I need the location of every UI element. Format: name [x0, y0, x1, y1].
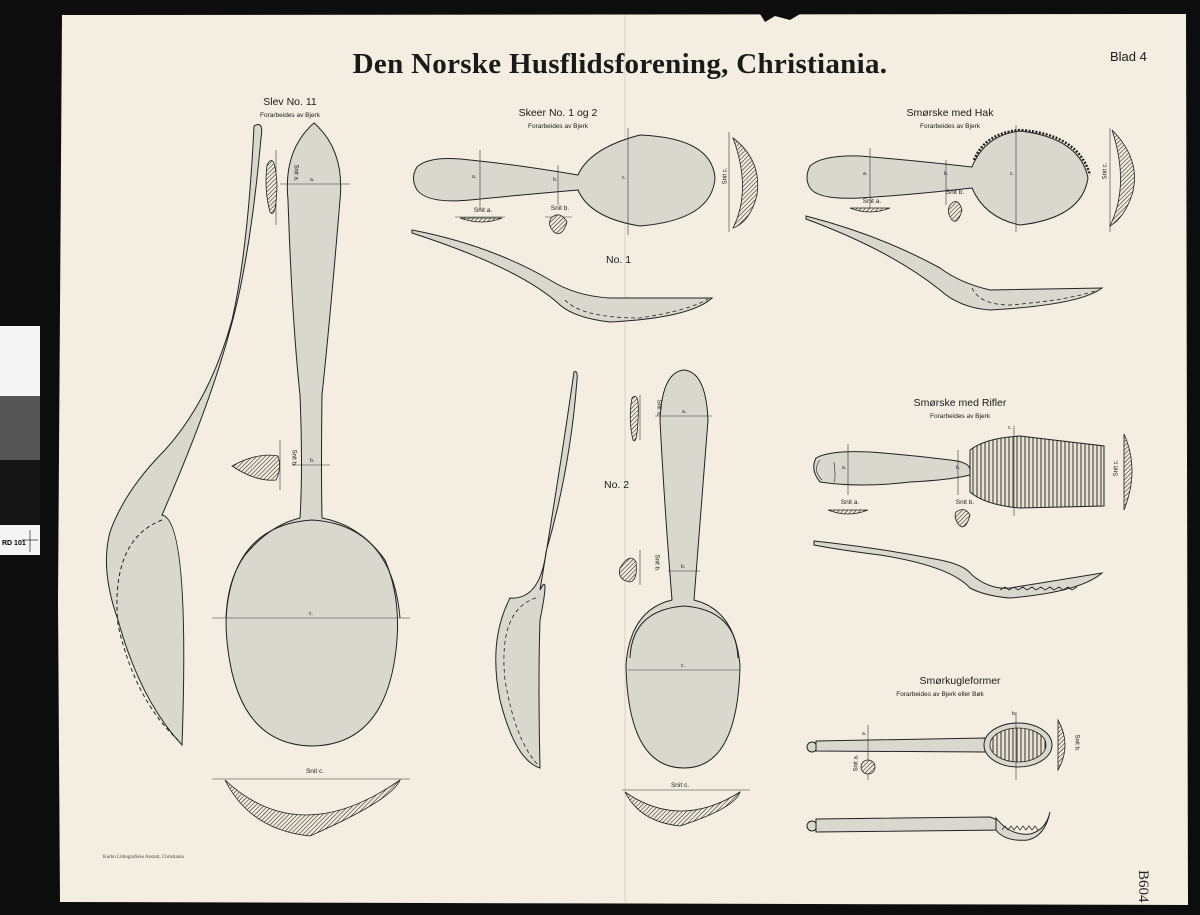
skeer-no2-marker-a: a.: [682, 409, 687, 415]
hak-marker-c: c.: [1010, 171, 1014, 177]
hak-snit-b-label: Snit b.: [945, 189, 965, 196]
slev-snit-b-label: Snit b.: [290, 449, 297, 467]
slev-snit-a-label: Snit a.: [292, 164, 299, 182]
hak-marker-b: b.: [944, 171, 949, 177]
kugle-snit-b-label: Snit b.: [1073, 734, 1080, 752]
slev-marker-c: c.: [309, 611, 313, 617]
rifler-marker-c: c.: [1008, 425, 1012, 431]
hak-snit-a-label: Snit a.: [862, 198, 882, 205]
printer-credit: Kurbo Lithografiske Anstalt, Christiania: [103, 855, 184, 860]
rifler-snit-a-label: Snit a.: [840, 499, 860, 506]
skeer-no2-marker-c: c.: [681, 663, 685, 669]
skeer-no2-marker-b: b.: [681, 564, 686, 570]
skeer-snit-a-label: Snit a.: [473, 207, 493, 214]
slev-title: Slev No. 11: [263, 96, 317, 108]
slev-marker-a: a.: [310, 177, 315, 183]
skeer-no2-snit-a-label: Snit a.: [655, 399, 662, 417]
kugle-marker-b: b.: [1012, 711, 1017, 717]
skeer-no1-marker-c: c.: [622, 175, 626, 181]
rifler-marker-b: b.: [956, 465, 961, 471]
slev-snit-c-label: Snit c.: [305, 768, 325, 775]
skeer-no1-marker-a: a.: [472, 174, 477, 180]
hak-marker-a: a.: [863, 171, 868, 177]
rifler-marker-a: a.: [842, 465, 847, 471]
skeer-no2-label: No. 2: [604, 479, 630, 491]
skeer-no1-marker-b: b.: [553, 177, 558, 183]
hak-title: Smørske med Hak: [906, 107, 994, 119]
plate-title: Den Norske Husflidsforening, Christiania.: [352, 48, 888, 80]
slev-marker-b: b.: [310, 458, 315, 464]
hak-snit-c-label: Snit c.: [1102, 162, 1109, 180]
kugle-material: Forarbeides av Bjerk eller Bøk: [896, 691, 984, 698]
calibration-card: [0, 326, 40, 555]
skeer-no2-snit-b-label: Snit b.: [653, 554, 660, 572]
skeer-no2-snit-c-label: Snit c.: [670, 782, 690, 789]
kugle-snit-a-label: Snit a.: [853, 754, 860, 772]
rifler-snit-c-label: Snit c.: [1113, 459, 1120, 477]
skeer-no1-label: No. 1: [606, 254, 632, 266]
skeer-material: Forarbeides av Bjerk: [528, 123, 588, 130]
handwritten-catalog-number: B604: [1135, 870, 1151, 903]
rifler-material: Forarbeides av Bjerk: [930, 413, 990, 420]
slev-material: Forarbeides av Bjerk: [260, 112, 320, 119]
skeer-no1-snit-c-label: Snit c.: [722, 167, 729, 185]
rifler-snit-b-label: Snit b.: [955, 499, 975, 506]
skeer-title: Skeer No. 1 og 2: [518, 107, 598, 119]
archive-mark: RD 101: [2, 540, 26, 547]
skeer-snit-b-label: Snit b.: [550, 205, 570, 212]
sheet-label: Blad 4: [1110, 49, 1147, 64]
hak-material: Forarbeides av Bjerk: [920, 123, 980, 130]
rifler-title: Smørske med Rifler: [913, 397, 1007, 409]
kugle-marker-a: a.: [862, 731, 867, 737]
kugle-title: Smørkugleformer: [919, 675, 1001, 687]
